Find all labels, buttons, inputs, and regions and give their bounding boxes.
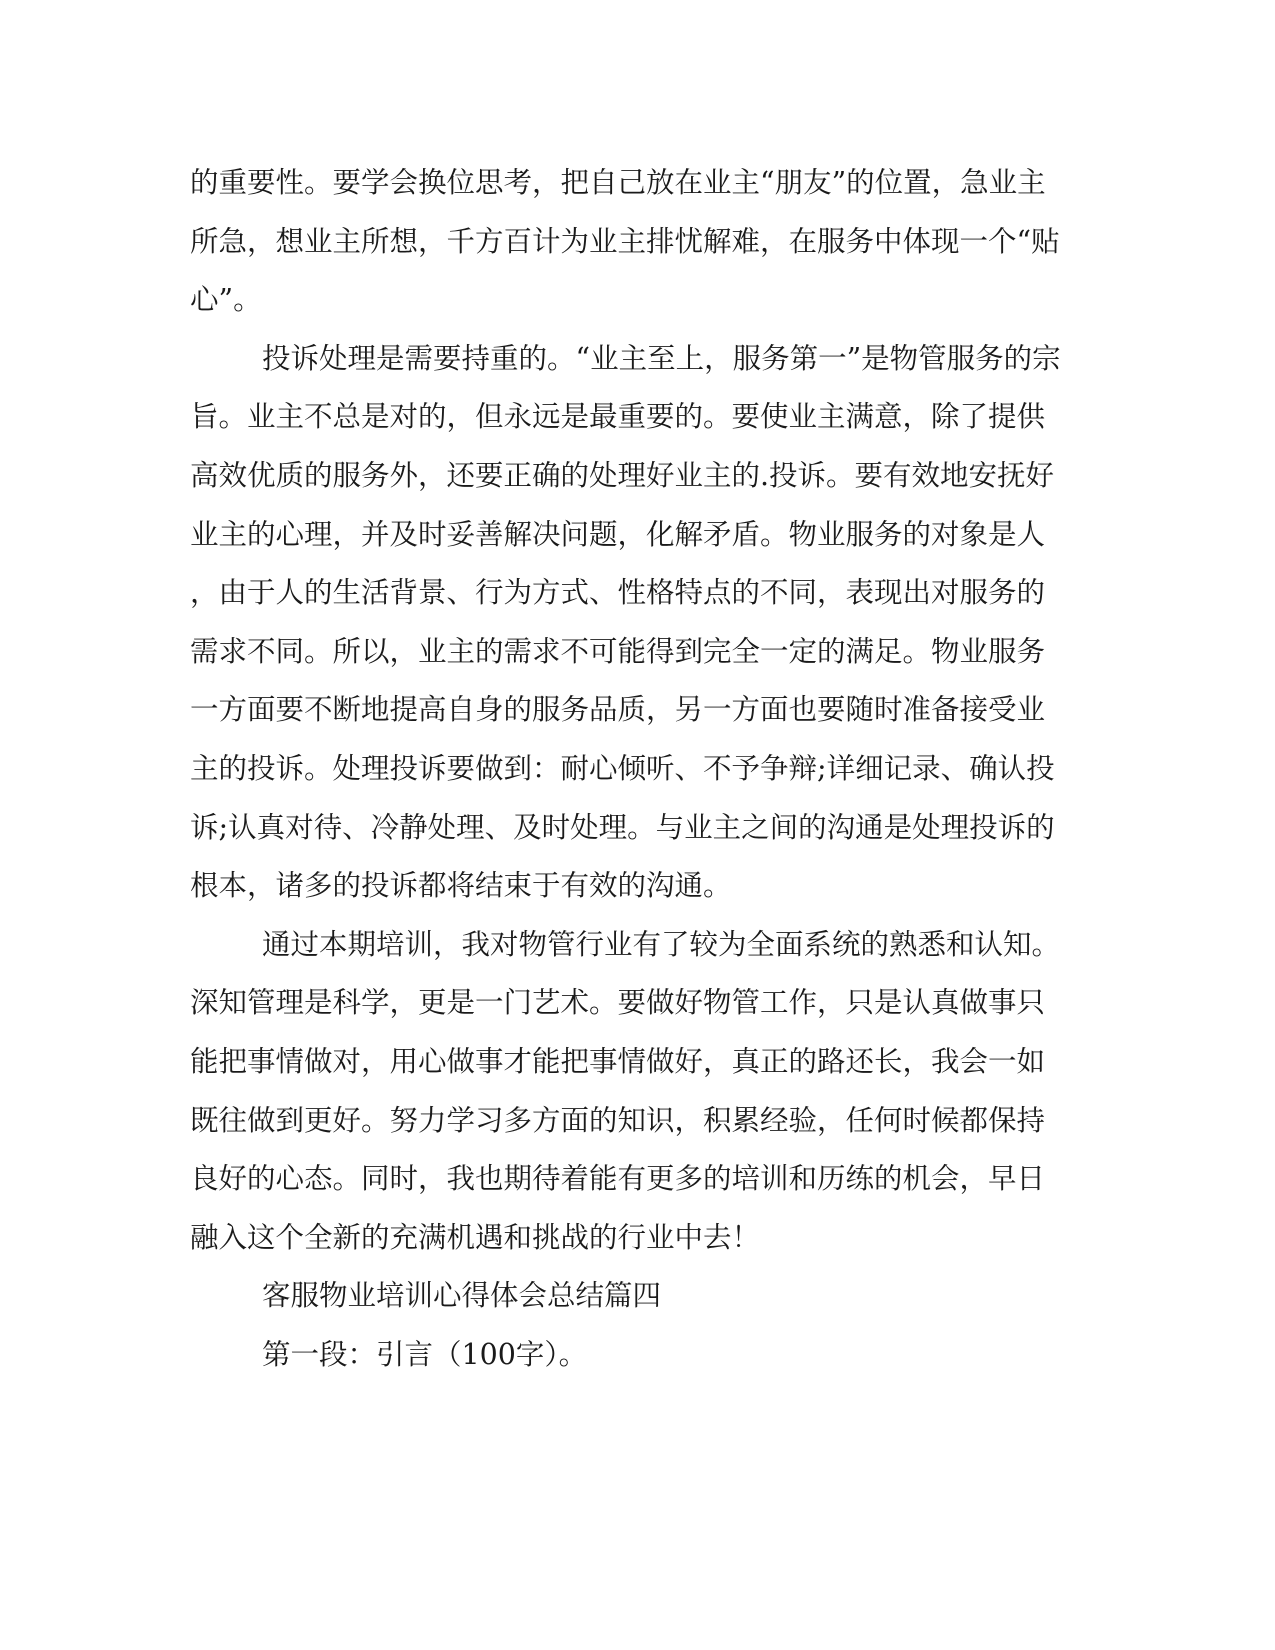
text-line-9: 需求不同。所以，业主的需求不可能得到完全一定的满足。物业服务 <box>190 635 1046 668</box>
text-line-17: 既往做到更好。努力学习多方面的知识，积累经验，任何时候都保持 <box>190 1104 1046 1137</box>
text-line-5: 旨。业主不总是对的，但永远是最重要的。要使业主满意，除了提供 <box>190 400 1046 433</box>
text-line-16: 能把事情做对，用心做事才能把事情做好，真正的路还长，我会一如 <box>190 1045 1046 1078</box>
section-title: 客服物业培训心得体会总结篇四 <box>262 1279 662 1312</box>
text-line-19: 融入这个全新的充满机遇和挑战的行业中去！ <box>190 1221 761 1254</box>
text-line-3: 心”。 <box>190 283 262 316</box>
text-line-1: 的重要性。要学会换位思考，把自己放在业主“朋友”的位置，急业主 <box>190 166 1046 199</box>
text-line-8: ，由于人的生活背景、行为方式、性格特点的不同，表现出对服务的 <box>190 576 1046 609</box>
text-line-2: 所急，想业主所想，千方百计为业主排忧解难，在服务中体现一个“贴 <box>190 225 1060 258</box>
text-line-7: 业主的心理，并及时妥善解决问题，化解矛盾。物业服务的对象是人 <box>190 518 1046 551</box>
paragraph-training-start: 通过本期培训，我对物管行业有了较为全面系统的熟悉和认知。 <box>262 928 1061 961</box>
text-line-11: 主的投诉。处理投诉要做到：耐心倾听、不予争辩;详细记录、确认投 <box>190 752 1055 785</box>
paragraph-complaint-start: 投诉处理是需要持重的。“业主至上，服务第一”是物管服务的宗 <box>262 342 1061 375</box>
text-line-6: 高效优质的服务外，还要正确的处理好业主的.投诉。要有效地安抚好 <box>190 459 1055 492</box>
section-subheading: 第一段：引言（100字）。 <box>262 1338 588 1371</box>
text-line-18: 良好的心态。同时，我也期待着能有更多的培训和历练的机会，早日 <box>190 1162 1046 1195</box>
text-line-15: 深知管理是科学，更是一门艺术。要做好物管工作，只是认真做事只 <box>190 986 1046 1019</box>
text-line-12: 诉;认真对待、冷静处理、及时处理。与业主之间的沟通是处理投诉的 <box>190 811 1055 844</box>
text-line-10: 一方面要不断地提高自身的服务品质，另一方面也要随时准备接受业 <box>190 693 1046 726</box>
text-line-13: 根本，诸多的投诉都将结束于有效的沟通。 <box>190 869 732 902</box>
